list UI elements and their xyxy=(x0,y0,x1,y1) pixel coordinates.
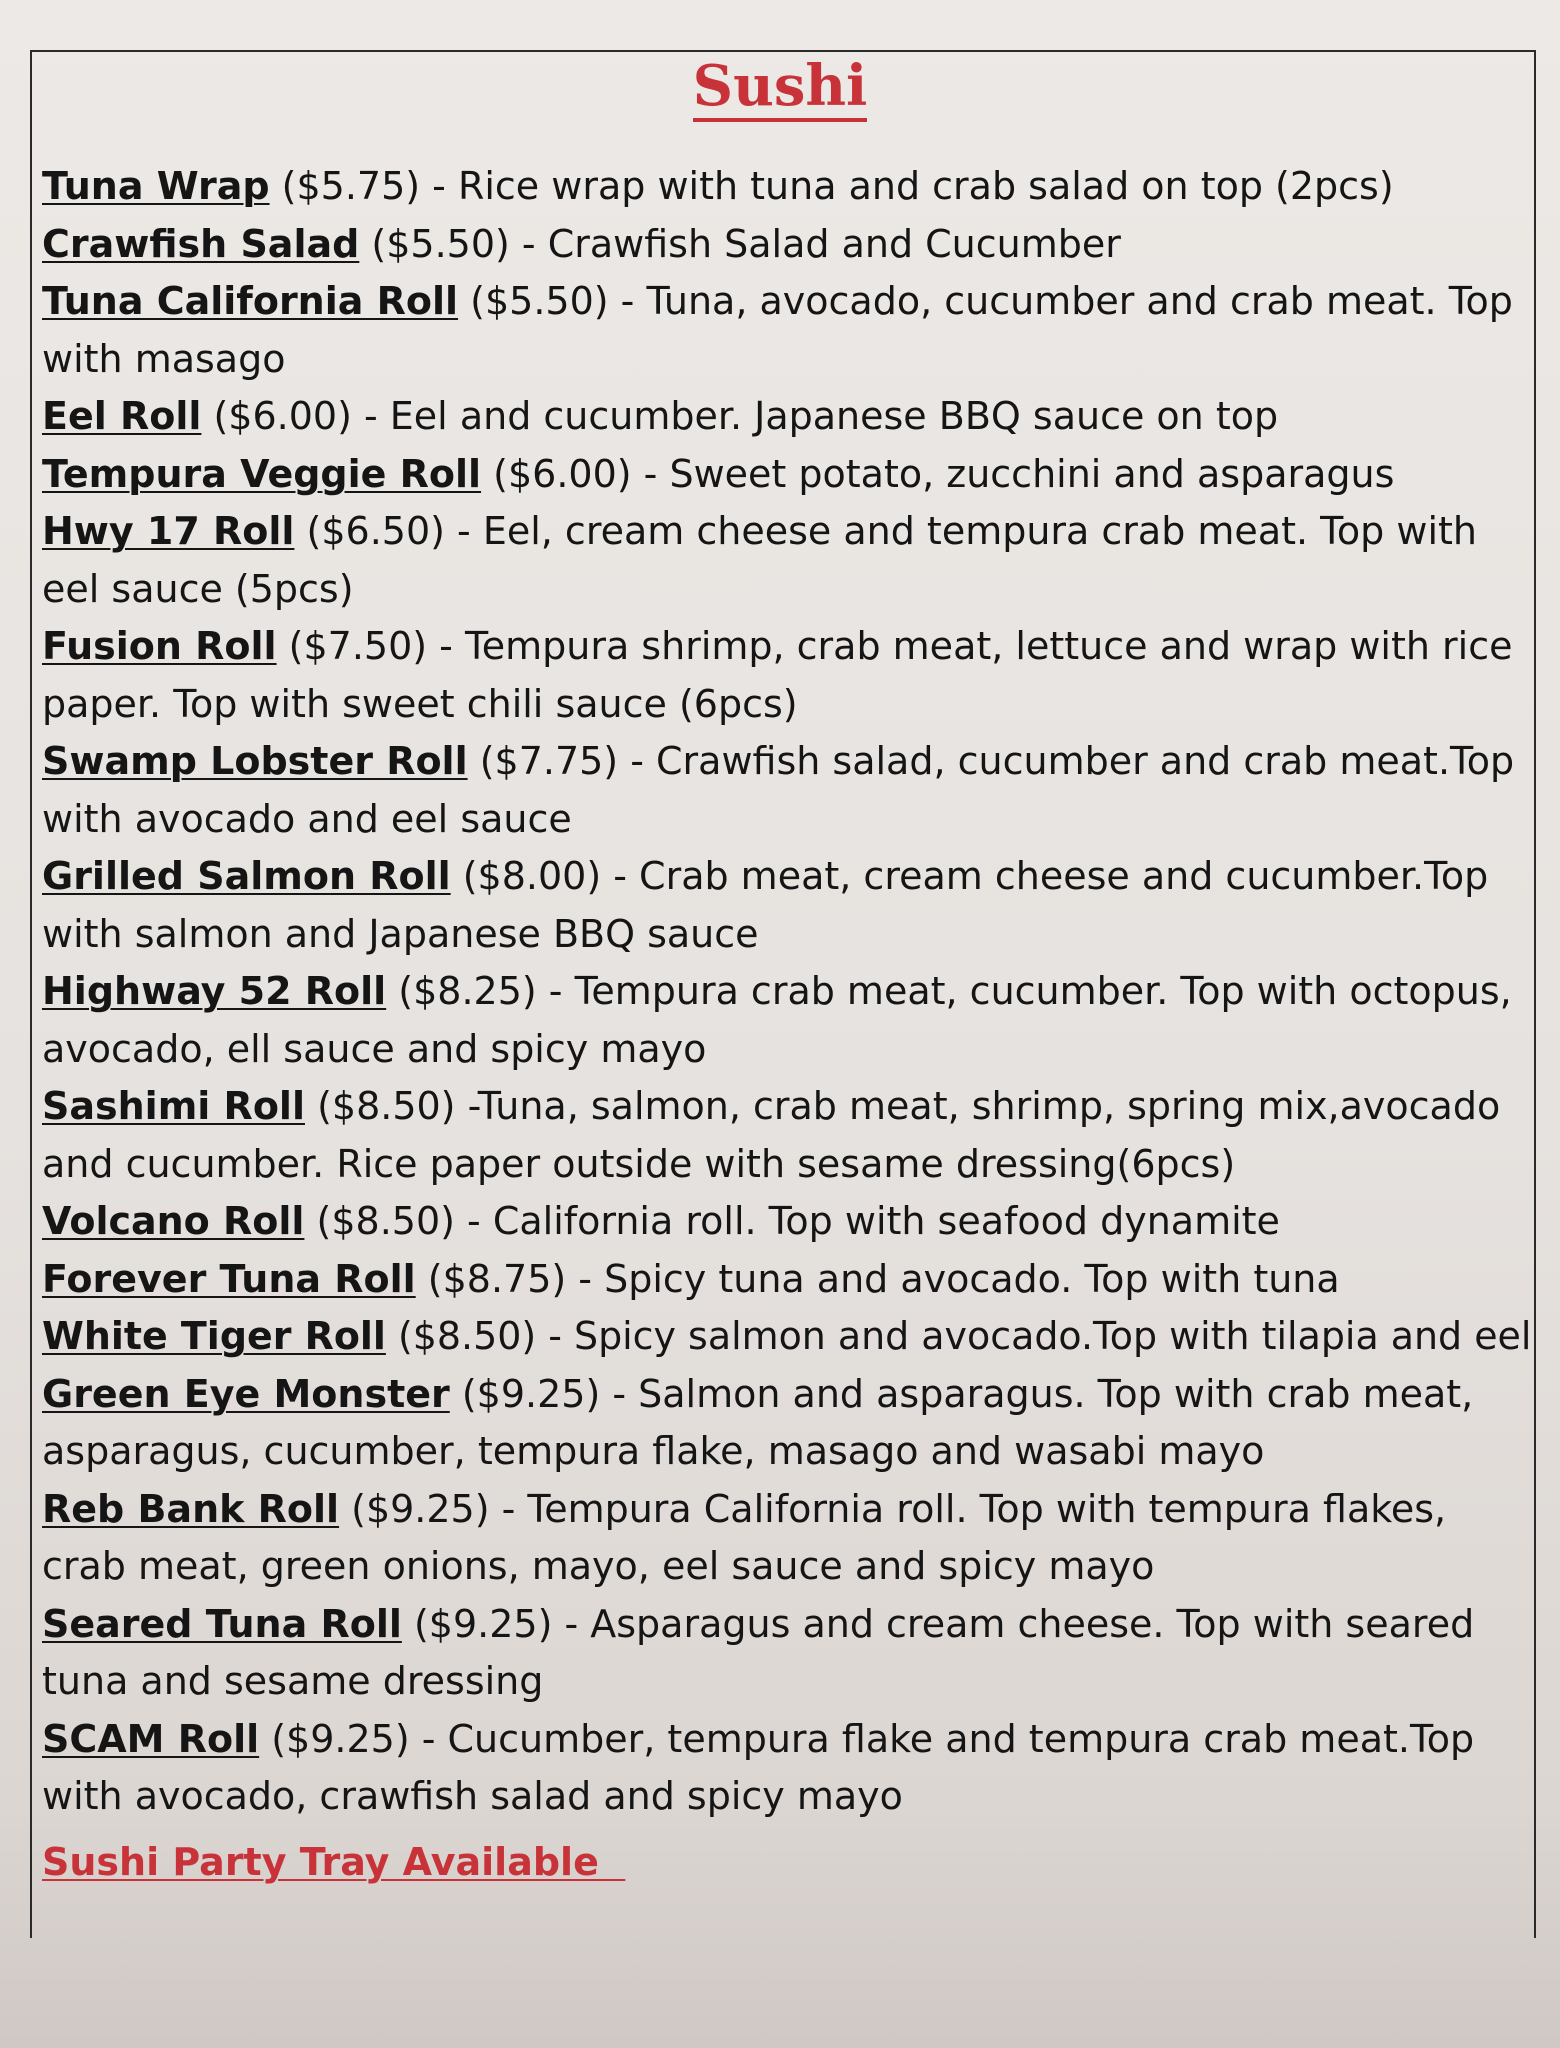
menu-item-description-continued: crab meat, green onions, mayo, eel sauce and spicy mayo xyxy=(42,1544,1155,1588)
menu-item xyxy=(42,446,1532,504)
menu-item xyxy=(42,1596,1532,1654)
menu-item-price-description: ($8.75) - Spicy tuna and avocado. Top with tuna xyxy=(415,1256,1340,1301)
menu-item-price-description: ($5.50) - Tuna, avocado, cucumber and crab meat. Top xyxy=(458,279,1513,323)
menu-item-name: Hwy 17 Roll xyxy=(42,509,295,553)
menu-item-price-description: ($9.25) - Tempura California roll. Top with tempura flakes, xyxy=(339,1486,1447,1531)
menu-item-price-description: ($9.25) - Cucumber, tempura flake and tempura crab meat.Top xyxy=(259,1716,1475,1761)
menu-item xyxy=(42,963,1532,1021)
page-title xyxy=(0,53,1560,122)
menu-item-price-description: ($7.50) - Tempura shrimp, crab meat, lettuce and wrap with rice xyxy=(276,624,1513,668)
menu-item-name: Green Eye Monster xyxy=(42,1371,450,1416)
menu-item-price-description: ($8.50) - California roll. Top with seafood dynamite xyxy=(304,1199,1280,1243)
menu-item-name: Tempura Veggie Roll xyxy=(42,451,482,496)
menu-item-price-description: ($8.50) - Spicy salmon and avocado.Top with tilapia and eel xyxy=(385,1314,1532,1358)
menu-item-price-description: ($8.00) - Crab meat, cream cheese and cucumber.Top xyxy=(450,854,1489,898)
menu-item xyxy=(42,158,1532,216)
menu-item-description-continued: with salmon and Japanese BBQ sauce xyxy=(42,911,759,956)
menu-item xyxy=(42,388,1532,446)
menu-item xyxy=(42,848,1532,906)
menu-item xyxy=(42,1481,1532,1539)
menu-item-price-description: ($9.25) - Asparagus and cream cheese. Top with seared xyxy=(401,1601,1475,1646)
menu-item-name: Swamp Lobster Roll xyxy=(42,739,468,783)
menu-item xyxy=(42,733,1532,791)
menu-item-name: Highway 52 Roll xyxy=(42,969,387,1013)
menu-item-description-continued: with avocado and eel sauce xyxy=(42,796,572,841)
menu-item-price-description: ($9.25) - Salmon and asparagus. Top with crab meat, xyxy=(449,1371,1474,1416)
menu-item-price-description: ($8.50) -Tuna, salmon, crab meat, shrimp, spring mix,avocado xyxy=(304,1084,1501,1128)
menu-item-name: Sashimi Roll xyxy=(42,1084,305,1128)
menu-item-name: Reb Bank Roll xyxy=(42,1486,340,1531)
menu-item-name: Tuna Wrap xyxy=(42,164,270,208)
menu-item-price-description: ($6.00) - Eel and cucumber. Japanese BBQ sauce on top xyxy=(201,394,1279,438)
menu-item-price-description: ($8.25) - Tempura crab meat, cucumber. Top with octopus, xyxy=(386,969,1512,1013)
menu-item xyxy=(42,1711,1532,1769)
menu-item-price-description: ($5.75) - Rice wrap with tuna and crab salad on top (2pcs) xyxy=(269,164,1394,208)
menu-item xyxy=(42,1251,1532,1309)
menu-item-description-continued: with masago xyxy=(42,336,286,381)
menu-item-description-continued: tuna and sesame dressing xyxy=(42,1659,544,1703)
menu-item-name: Seared Tuna Roll xyxy=(42,1601,402,1646)
menu-item-price-description: ($5.50) - Crawfish Salad and Cucumber xyxy=(359,221,1121,266)
menu-item-price-description: ($6.50) - Eel, cream cheese and tempura crab meat. Top with xyxy=(294,509,1477,553)
menu-item-description-continued: paper. Top with sweet chili sauce (6pcs) xyxy=(42,681,798,726)
menu-item-name: Eel Roll xyxy=(42,394,202,438)
menu-item-list xyxy=(42,158,1532,1826)
menu-item-name: Forever Tuna Roll xyxy=(42,1256,416,1301)
menu-item-description-continued: avocado, ell sauce and spicy mayo xyxy=(42,1026,707,1071)
menu-item-name: White Tiger Roll xyxy=(42,1314,386,1358)
menu-item-name: Grilled Salmon Roll xyxy=(42,854,451,898)
menu-item-name: SCAM Roll xyxy=(42,1716,260,1761)
menu-item-description-continued: eel sauce (5pcs) xyxy=(42,566,354,611)
menu-item-name: Tuna California Roll xyxy=(42,279,459,323)
menu-item xyxy=(42,1078,1532,1136)
menu-item xyxy=(42,273,1532,331)
party-tray-note: Sushi Party Tray Available xyxy=(42,1840,626,1884)
menu-item xyxy=(42,1193,1532,1251)
menu-item xyxy=(42,618,1532,676)
menu-item-description-continued: with avocado, crawfish salad and spicy mayo xyxy=(42,1774,903,1818)
menu-item-price-description: ($7.75) - Crawfish salad, cucumber and crab meat.Top xyxy=(467,739,1515,783)
menu-item xyxy=(42,216,1532,274)
menu-item-description-continued: and cucumber. Rice paper outside with sesame dressing(6pcs) xyxy=(42,1141,1236,1186)
menu-item-price-description: ($6.00) - Sweet potato, zucchini and asparagus xyxy=(481,451,1395,496)
menu-item xyxy=(42,1366,1532,1424)
menu-item xyxy=(42,503,1532,561)
menu-item-name: Volcano Roll xyxy=(42,1199,305,1243)
menu-item-description-continued: asparagus, cucumber, tempura flake, masago and wasabi mayo xyxy=(42,1429,1265,1473)
title-text: Sushi xyxy=(693,58,868,122)
menu-item-name: Crawfish Salad xyxy=(42,221,360,266)
menu-item-name: Fusion Roll xyxy=(42,624,277,668)
menu-item xyxy=(42,1308,1532,1366)
